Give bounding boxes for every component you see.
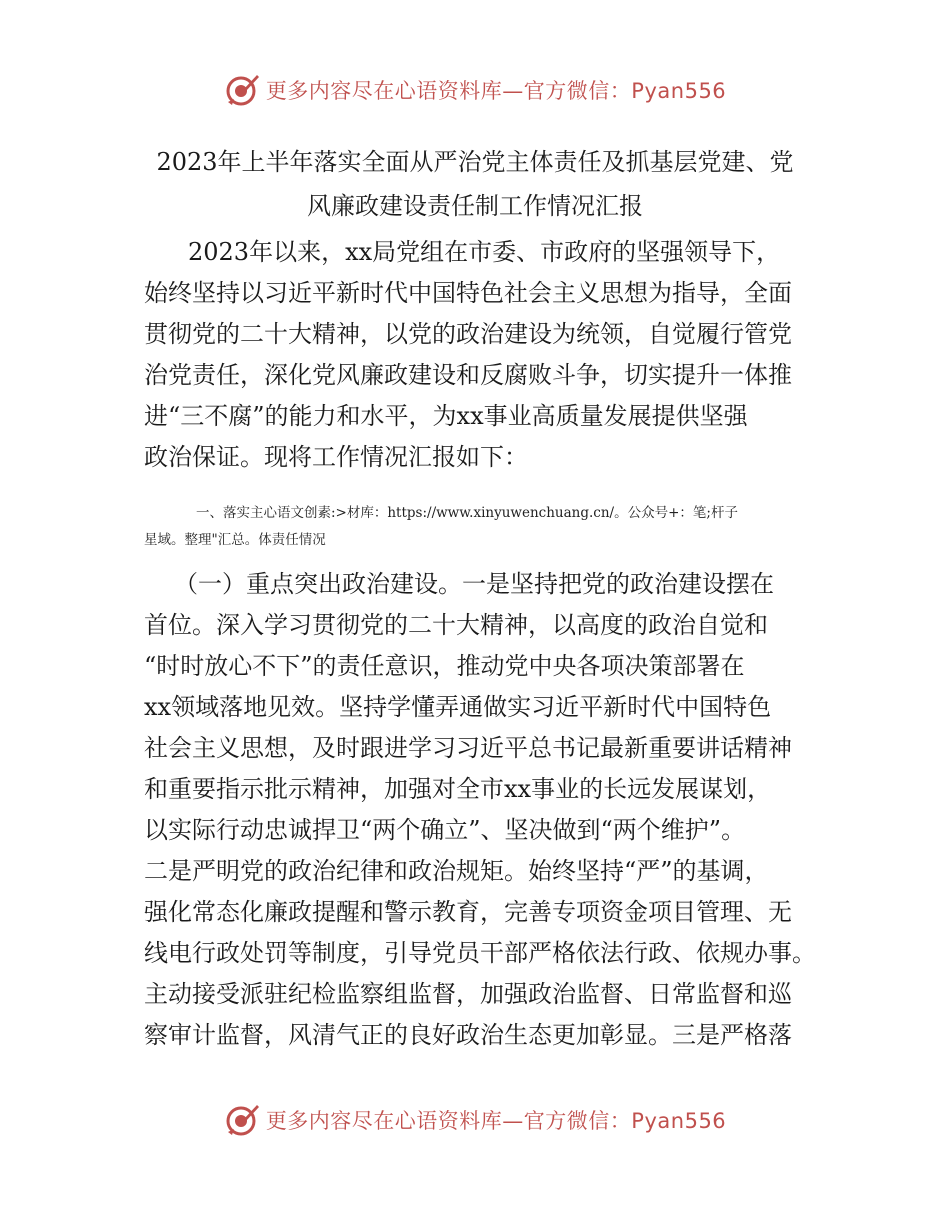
text-line: 二是严明党的政治纪律和政治规矩。始终坚持“严”的基调， [144, 857, 769, 885]
intro-paragraph [144, 232, 814, 478]
title-line: 风廉政建设责任制工作情况汇报 [307, 192, 643, 220]
text-line: 首位。深入学习贯彻党的二十大精神，以高度的政治自觉和 [144, 611, 768, 639]
header-banner-text: 更多内容尽在心语资料库—官方微信：Pyan556 [265, 79, 727, 103]
text-line: 线电行政处罚等制度，引导党员干部严格依法行政、依规办事。 [144, 939, 816, 967]
section-heading [144, 500, 814, 554]
text-line: 以实际行动忠诚捍卫“两个确立”、坚决做到“两个维护”。 [144, 816, 746, 844]
text-line: 和重要指示批示精神，加强对全市xx事业的长远发展谋划， [144, 775, 772, 803]
footer-banner [0, 1100, 950, 1140]
section-heading-line: 一、落实主心语文创素:>材库：https://www.xinyuwenchuang.cn/。公众号+：笔;杆子 [196, 505, 738, 521]
section-heading-line: 星域。整理"汇总。体责任情况 [144, 532, 326, 548]
text-line: 政治保证。现将工作情况汇报如下： [144, 443, 528, 471]
footer-banner-text: 更多内容尽在心语资料库—官方微信：Pyan556 [265, 1109, 727, 1133]
text-line: 强化常态化廉政提醒和警示教育，完善专项资金项目管理、无 [144, 898, 792, 926]
pen-logo-icon [224, 1102, 260, 1138]
title-line: 2023年上半年落实全面从严治党主体责任及抓基层党建、党 [156, 148, 794, 176]
text-line: 贯彻党的二十大精神，以党的政治建设为统领，自觉履行管党 [144, 320, 792, 348]
text-line: 察审计监督，风清气正的良好政治生态更加彰显。三是严格落 [144, 1021, 792, 1049]
text-line: 社会主义思想，及时跟进学习习近平总书记最新重要讲话精神 [144, 734, 792, 762]
text-line: “时时放心不下”的责任意识，推动党中央各项决策部署在 [144, 652, 745, 680]
text-line: xx领域落地见效。坚持学懂弄通做实习近平新时代中国特色 [144, 693, 772, 721]
text-line: 2023年以来，xx局党组在市委、市政府的坚强领导下， [188, 238, 781, 266]
text-line: 始终坚持以习近平新时代中国特色社会主义思想为指导，全面 [144, 279, 792, 307]
pen-logo-icon [224, 72, 260, 108]
text-line: 进“三不腐”的能力和水平，为xx事业高质量发展提供坚强 [144, 402, 748, 430]
text-line: （一）重点突出政治建设。一是坚持把党的政治建设摆在 [174, 570, 774, 598]
section1-paragraph [144, 564, 814, 1056]
header-banner [0, 70, 950, 110]
text-line: 主动接受派驻纪检监察组监督，加强政治监督、日常监督和巡 [144, 980, 792, 1008]
document-title [140, 140, 810, 228]
text-line: 治党责任，深化党风廉政建设和反腐败斗争，切实提升一体推 [144, 361, 792, 389]
